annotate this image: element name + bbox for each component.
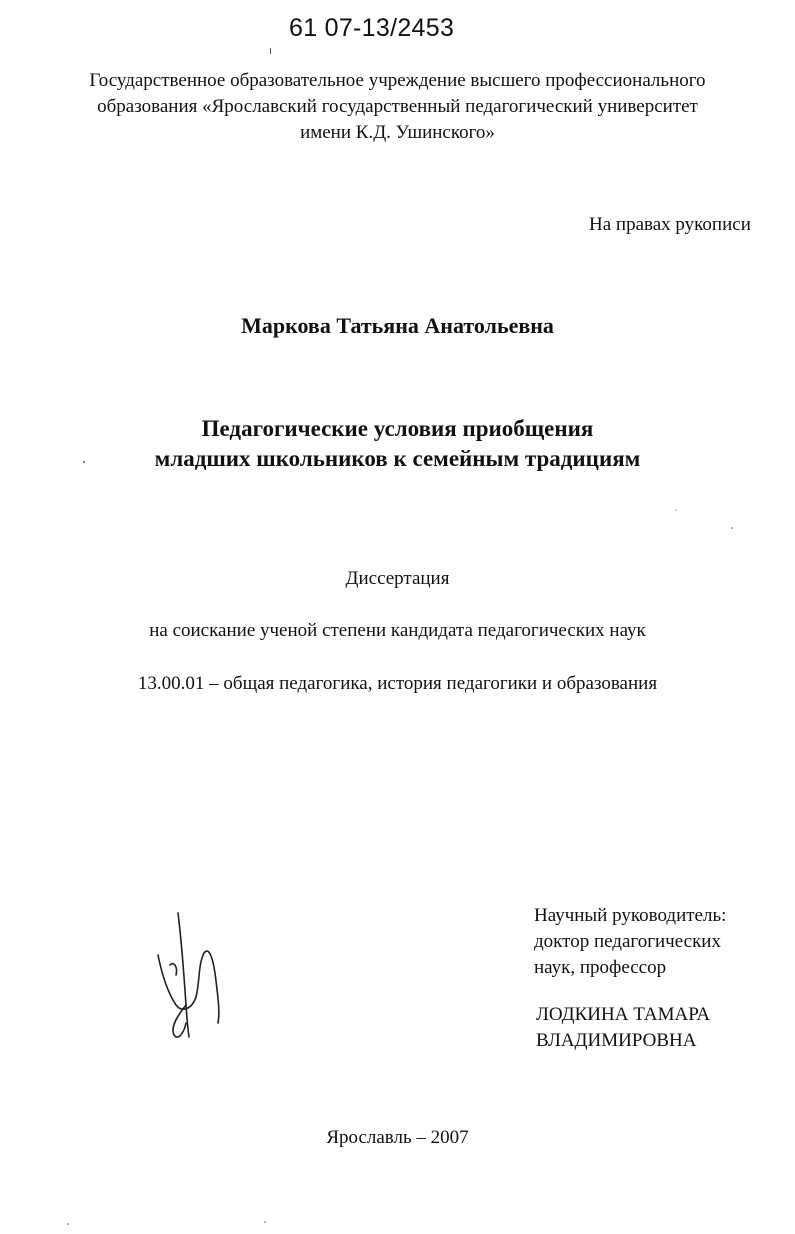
thesis-title-line: Педагогические условия приобщения [201, 416, 594, 441]
signature-scribble [148, 905, 238, 1045]
degree-line: на соискание ученой степени кандидата педагогических наук [149, 620, 646, 641]
catalog-number: 61 07-13/2453 [289, 14, 455, 42]
specialty-line: 13.00.01 – общая педагогика, история педагогики и образования [137, 673, 658, 694]
supervisor-name-line: ВЛАДИМИРОВНА [536, 1030, 697, 1051]
scan-speck [67, 1223, 69, 1225]
scan-speck [270, 48, 271, 54]
scan-speck [675, 509, 676, 510]
supervisor-line: Научный руководитель: [534, 905, 727, 926]
institution-line: Государственное образовательное учреждение высшего профессионального [89, 70, 706, 91]
supervisor-block [534, 903, 726, 981]
institution-line: имени К.Д. Ушинского» [300, 122, 495, 143]
institution-line: образования «Ярославский государственный педагогический университет [97, 96, 698, 117]
thesis-title-line: младших школьников к семейным традициям [154, 446, 641, 471]
supervisor-line: наук, профессор [534, 957, 667, 978]
author-name: Маркова Татьяна Анатольевна [241, 313, 554, 338]
supervisor-name-line: ЛОДКИНА ТАМАРА [536, 1004, 711, 1025]
thesis-title [0, 414, 795, 474]
scan-speck [264, 1221, 266, 1223]
manuscript-note: На правах рукописи [589, 214, 751, 235]
document-type: Диссертация [345, 568, 450, 589]
city-year: Ярославль – 2007 [326, 1127, 469, 1148]
institution-name [0, 68, 795, 146]
supervisor-name [536, 1002, 710, 1054]
scan-speck [731, 527, 733, 529]
supervisor-line: доктор педагогических [534, 931, 721, 952]
